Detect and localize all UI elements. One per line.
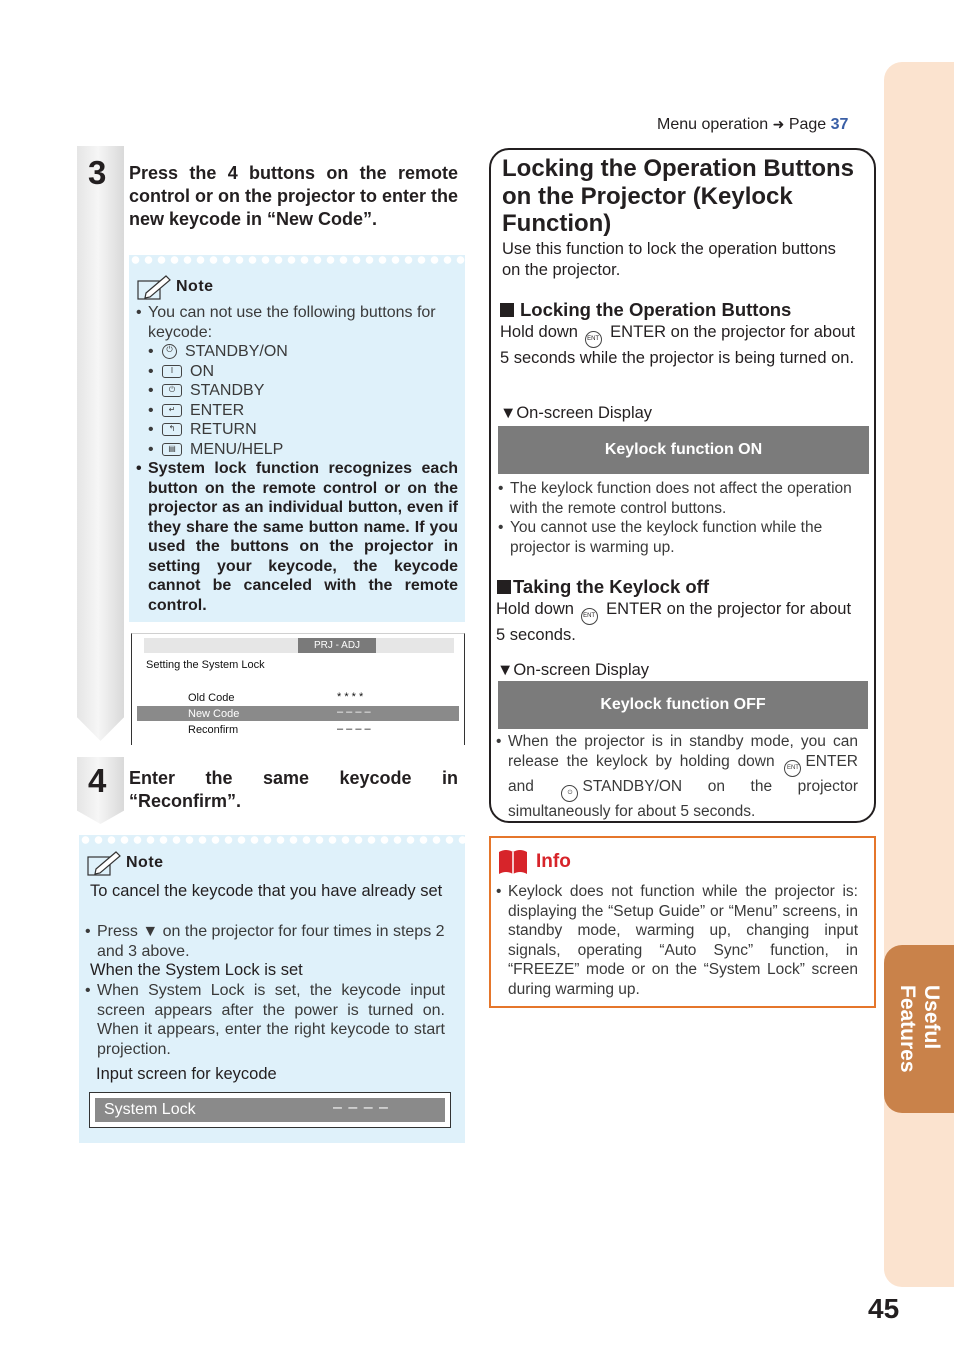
list-item-label: ON <box>190 362 214 380</box>
lock-text-part1: Hold down <box>500 323 578 341</box>
step3-number: 3 <box>88 154 107 191</box>
list-item-label: MENU/HELP <box>190 440 284 458</box>
new-code-value[interactable]: – – – – <box>337 706 371 718</box>
note1-intro: • You can not use the following buttons for keycode: <box>136 303 458 342</box>
info-header <box>497 848 571 876</box>
list-item-text: The keylock function does not affect the operation with the remote control buttons. <box>510 480 852 517</box>
note1-intro-text: You can not use the following buttons for keycode: <box>148 304 436 341</box>
note1-body <box>136 303 458 615</box>
info-text-body: Keylock does not function while the projector is: displaying the “Setup Guide” or “Menu” screens, in standby mode, warming up, changing input signals, operating “Auto Sync” function, in “FREEZE” mode or on the “System Lock” screen during warming up. <box>508 883 858 998</box>
info-title: Info <box>536 851 571 872</box>
list-item: • ↰ RETURN <box>148 421 257 438</box>
enter-button-icon: ENT <box>585 331 602 348</box>
keylock-off-bullet: • When the projector is in standby mode, you can release the keylock by holding down ENT ENTER and ⏻ STANDBY/ON on the projector simultaneously for about 5 seconds. <box>496 733 858 820</box>
system-lock-setting-screen <box>131 633 465 745</box>
pencil-note-icon <box>136 273 172 301</box>
lock-set-bullet-text: When System Lock is set, the keycode input screen appears after the power is turned on. When it appears, enter the right keycode to start projection. <box>97 982 445 1058</box>
standby-on-button-icon: ⏻ <box>162 344 177 359</box>
breadcrumb-text: Menu operation <box>657 116 769 133</box>
standby-on-button-icon: ⏻ <box>561 785 578 802</box>
enter-button-icon: ENT <box>784 760 801 777</box>
standby-button-icon: ⏻ <box>162 384 182 397</box>
input-screen-heading: Input screen for keycode <box>96 1065 277 1083</box>
keylock-off-text <box>496 599 858 646</box>
list-item: • ⏻ STANDBY <box>148 382 265 399</box>
lock-buttons-text <box>500 322 862 369</box>
keylock-off-heading-text: Taking the Keylock off <box>513 576 709 597</box>
menu-help-button-icon: ▤ <box>162 443 182 456</box>
off-text-part1: Hold down <box>496 600 574 618</box>
keylock-title: Locking the Operation Buttons on the Projector (Keylock Function) <box>502 155 854 237</box>
square-bullet-icon <box>497 580 511 594</box>
breadcrumb <box>657 116 848 134</box>
reconfirm-label: Reconfirm <box>188 724 239 736</box>
list-item: • ▤ MENU/HELP <box>148 440 284 458</box>
keylock-on-bullets <box>498 479 858 557</box>
list-item-text: You cannot use the keylock function while the projector is warming up. <box>510 519 823 556</box>
enter-button-icon: ↵ <box>162 404 182 417</box>
note1-bold-note: • System lock function recognizes each button on the remote control or on the projector as an individual button, even if they share the same button name. If you used the buttons on the projector in setting your keycode, the keycode cannot be canceled with the remote control. <box>136 460 458 614</box>
square-bullet-icon <box>500 303 514 317</box>
lock-text-part2: ENTER on the projector for about 5 seconds while the projector is being turned on. <box>500 323 856 367</box>
system-lock-label: System Lock <box>104 1101 196 1118</box>
note2-header <box>86 849 164 877</box>
off-bullet-part1: When the projector is in standby mode, you can release the keylock by holding down <box>508 733 858 770</box>
cancel-bullet: • Press ▼ on the projector for four times in steps 2 and 3 above. <box>85 923 445 960</box>
keylock-intro: Use this function to lock the operation buttons on the projector. <box>502 240 836 279</box>
list-item-label: RETURN <box>190 421 257 438</box>
osd-keylock-off: Keylock function OFF <box>498 681 868 729</box>
old-code-label: Old Code <box>188 692 235 704</box>
keylock-off-heading <box>497 576 709 598</box>
list-item-label: ENTER <box>190 401 245 419</box>
cancel-bullet-text: Press ▼ on the projector for four times in steps 2 and 3 above. <box>97 923 445 960</box>
arrow-right-icon: ➜ <box>772 116 785 132</box>
enter-button-icon: ENT <box>581 608 598 625</box>
pencil-note-icon <box>86 849 122 877</box>
note1-header <box>136 273 214 301</box>
lock-buttons-heading-text: Locking the Operation Buttons <box>520 299 792 320</box>
return-button-icon: ↰ <box>162 423 182 436</box>
step4-number: 4 <box>88 762 107 799</box>
breadcrumb-page-link[interactable]: 37 <box>830 116 849 133</box>
note2-title: Note <box>126 854 164 871</box>
lock-set-bullet: • When System Lock is set, the keycode input screen appears after the power is turned on. When it appears, enter the right keycode to start projection. <box>85 982 445 1058</box>
off-bullet-text <box>508 732 858 821</box>
list-item: • The keylock function does not affect the operation with the remote control buttons. <box>498 479 858 518</box>
on-button-icon: I <box>162 365 182 378</box>
reconfirm-value: – – – – <box>337 723 371 735</box>
book-icon <box>497 848 529 876</box>
note1-bold-text: System lock function recognizes each button on the remote control or on the projector as an individual button, even if they share the same button name. If you used the buttons on the projector in setting your keycode, the keycode cannot be canceled with the remote control. <box>148 460 458 614</box>
note1-title: Note <box>176 278 214 295</box>
list-item-label: STANDBY/ON <box>185 343 288 360</box>
off-text-part2: ENTER on the projector for about 5 seconds. <box>496 600 852 644</box>
list-item: • You cannot use the keylock function while the projector is warming up. <box>498 518 858 557</box>
list-item: • ↵ ENTER <box>148 401 245 419</box>
new-code-label[interactable]: New Code <box>188 708 240 720</box>
step4-instruction: Enter the same keycode in “Reconfirm”. <box>129 768 458 811</box>
off-bullet-part2: ENTER and <box>508 752 858 795</box>
screen-tab-label: PRJ - ADJ <box>298 638 376 653</box>
list-item-label: STANDBY <box>190 382 265 399</box>
step3-instruction: Press the 4 buttons on the remote control or on the projector to enter the new keycode in “New Code”. <box>129 163 459 229</box>
osd-label-off: ▼On-screen Display <box>497 661 650 679</box>
page-number: 45 <box>868 1293 900 1324</box>
list-item: • I ON <box>148 362 214 380</box>
osd-keylock-on: Keylock function ON <box>498 426 869 474</box>
note-dots <box>129 255 465 265</box>
old-code-value: * * * * <box>337 691 364 703</box>
breadcrumb-page-label: Page <box>788 116 827 133</box>
selected-row-highlight <box>137 706 459 721</box>
osd-label-on: ▼On-screen Display <box>500 404 653 422</box>
keycode-input-screen <box>89 1092 451 1128</box>
info-text: • Keylock does not function while the projector is: displaying the “Setup Guide” or “Menu” screens, in standby mode, warming up, changing input signals, operating “Auto Sync” function, in “FREEZE” mode or on the “System Lock” screen during warming up. <box>496 883 858 998</box>
screen-heading: Setting the System Lock <box>146 659 265 671</box>
list-item: • ⏻ STANDBY/ON <box>148 343 288 360</box>
cancel-heading: To cancel the keycode that you have already set <box>90 882 443 900</box>
lock-buttons-heading <box>500 299 791 321</box>
lock-set-heading: When the System Lock is set <box>90 961 303 979</box>
button-list <box>136 342 458 459</box>
note-dots <box>79 835 465 845</box>
step3-gutter <box>77 146 124 741</box>
keycode-input-value[interactable]: – – – – <box>333 1099 389 1116</box>
off-bullet-part3: STANDBY/ON on the projector simultaneously for about 5 seconds. <box>508 777 858 820</box>
section-tab-label: Useful Features <box>896 985 943 1073</box>
